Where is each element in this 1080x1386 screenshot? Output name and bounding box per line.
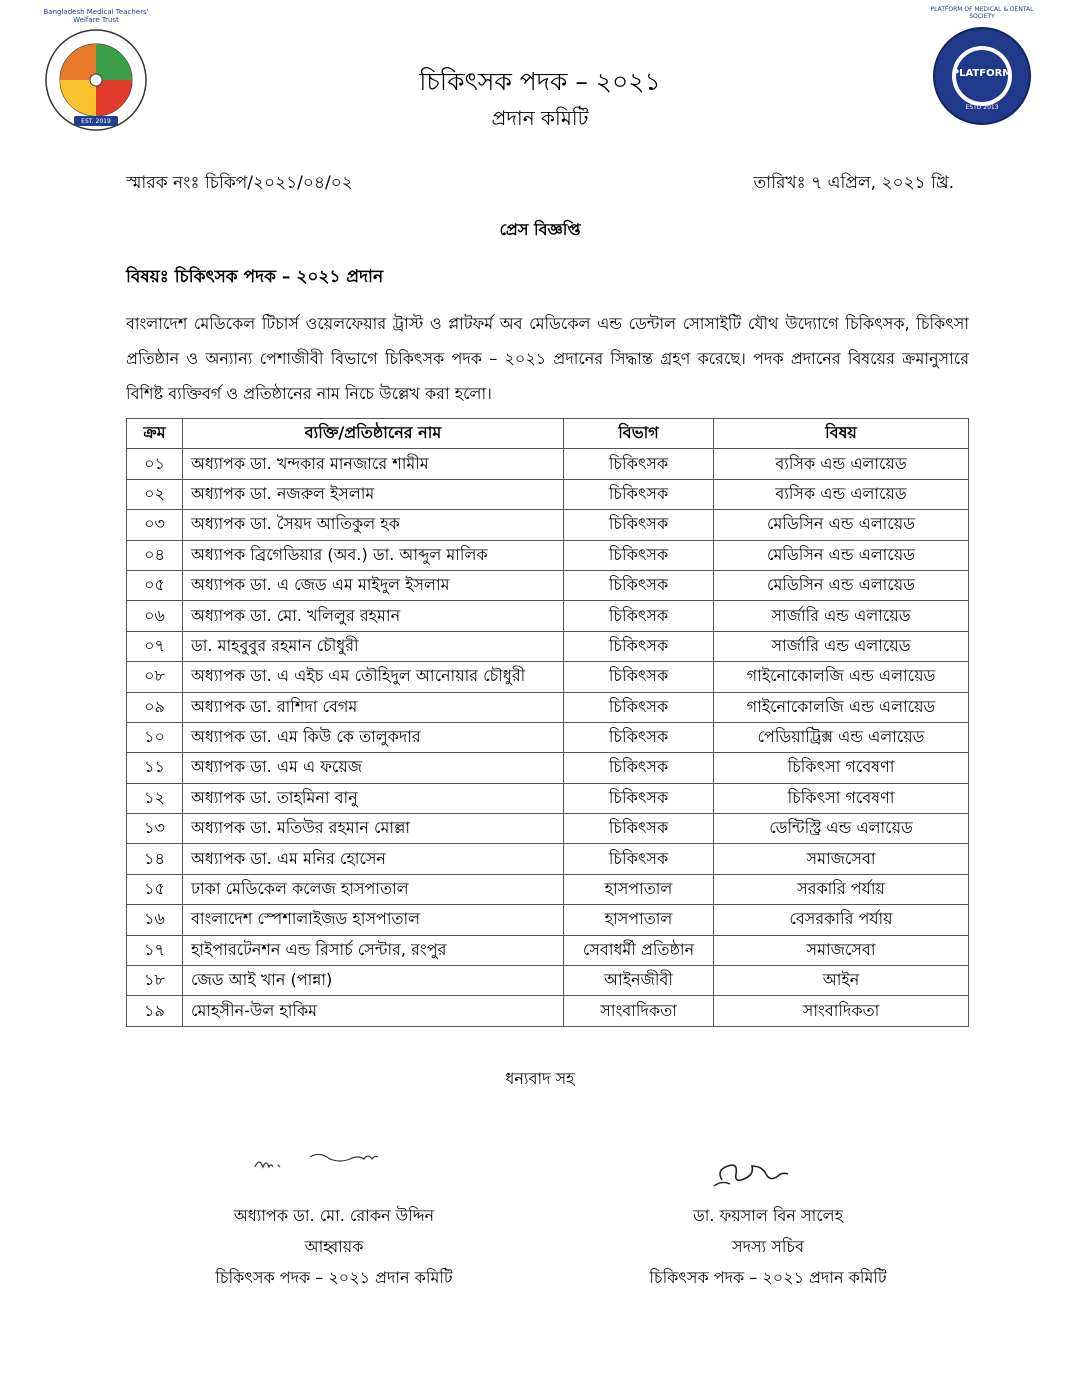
cell-subject: গাইনোকোলজি এন্ড এলায়েড (714, 692, 969, 722)
cell-serial: ১৩ (127, 814, 183, 844)
cell-subject: ব্যসিক এন্ড এলায়েড (714, 479, 969, 509)
cell-department: চিকিৎসক (564, 692, 714, 722)
memo-number: স্মারক নংঃ চিকিপ/২০২১/০৪/০২ (126, 173, 353, 193)
cell-department: চিকিৎসক (564, 570, 714, 600)
table-row (127, 662, 969, 692)
cell-department: চিকিৎসক (564, 662, 714, 692)
cell-name: জেড আই খান (পান্না) (183, 966, 564, 996)
document-date: তারিখঃ ৭ এপ্রিল, ২০২১ খ্রি. (753, 173, 954, 193)
left-signature (250, 1145, 390, 1175)
table-row (127, 722, 969, 752)
right-signatory (598, 1200, 938, 1293)
right-signatory-role: সদস্য সচিব (732, 1237, 804, 1256)
intro-paragraph: বাংলাদেশ মেডিকেল টিচার্স ওয়েলফেয়ার ট্রাস্ট ও প্লাটফর্ম অব মেডিকেল এন্ড ডেন্টাল সোসাইটি যৌথ উদ্যোগে চিকিৎসক, চিকিৎসা প্রতিষ্ঠান ও অন্যান্য পেশাজীবী বিভাগে চিকিৎসক পদক – ২০২১ প্রদানের সিদ্ধান্ত গ্রহণ করেছে। পদক প্রদানের বিষয়ের ক্রমানুসারে বিশিষ্ট ব্যক্তিবর্গ ও প্রতিষ্ঠানের নাম নিচে উল্লেখ করা হলো। (126, 314, 969, 403)
cell-serial: ০৪ (127, 540, 183, 570)
cell-name: ডা. মাহবুবুর রহমান চৌধুরী (183, 631, 564, 661)
cell-name: ঢাকা মেডিকেল কলেজ হাসপাতাল (183, 874, 564, 904)
cell-department: সেবাধর্মী প্রতিষ্ঠান (564, 935, 714, 965)
right-signature (712, 1152, 792, 1188)
platform-logo-center: PLATFORM (951, 68, 1013, 79)
cell-subject: ডেন্টিস্ট্রি এন্ড এলায়েড (714, 814, 969, 844)
cell-subject: সার্জারি এন্ড এলায়েড (714, 631, 969, 661)
cell-department: চিকিৎসক (564, 479, 714, 509)
cell-serial: ০৭ (127, 631, 183, 661)
cell-subject: সমাজসেবা (714, 844, 969, 874)
cell-subject: সরকারি পর্যায় (714, 874, 969, 904)
table-row (127, 540, 969, 570)
cell-serial: ০৯ (127, 692, 183, 722)
cell-serial: ১২ (127, 783, 183, 813)
header-name: ব্যক্তি/প্রতিষ্ঠানের নাম (183, 419, 564, 449)
right-signatory-name: ডা. ফয়সাল বিন সালেহ (692, 1206, 843, 1225)
table-row (127, 479, 969, 509)
table-row (127, 935, 969, 965)
cell-subject: বেসরকারি পর্যায় (714, 905, 969, 935)
cell-name: অধ্যাপক ডা. খন্দকার মানজারে শামীম (183, 449, 564, 479)
right-signatory-committee: চিকিৎসক পদক – ২০২১ প্রদান কমিটি (649, 1268, 887, 1287)
cell-serial: ১৬ (127, 905, 183, 935)
cell-serial: ০১ (127, 449, 183, 479)
cell-serial: ১০ (127, 722, 183, 752)
subject-line: বিষয়ঃ চিকিৎসক পদক – ২০২১ প্রদান (126, 267, 384, 287)
cell-subject: মেডিসিন এন্ড এলায়েড (714, 510, 969, 540)
table-row (127, 905, 969, 935)
cell-serial: ০৬ (127, 601, 183, 631)
press-release-heading: প্রেস বিজ্ঞপ্তি (499, 220, 581, 239)
platform-logo-ring-text: PLATFORM OF MEDICAL & DENTAL SOCIETY (930, 6, 1034, 20)
closing-thanks: ধন্যবাদ সহ (505, 1069, 575, 1088)
cell-name: অধ্যাপক ডা. নজরুল ইসলাম (183, 479, 564, 509)
cell-name: অধ্যাপক ডা. এম কিউ কে তালুকদার (183, 722, 564, 752)
cell-subject: মেডিসিন এন্ড এলায়েড (714, 540, 969, 570)
cell-serial: ১১ (127, 753, 183, 783)
table-row (127, 449, 969, 479)
cell-department: চিকিৎসক (564, 814, 714, 844)
table-row (127, 966, 969, 996)
cell-name: অধ্যাপক ব্রিগেডিয়ার (অব.) ডা. আব্দুল মালিক (183, 540, 564, 570)
cell-subject: আইন (714, 966, 969, 996)
cell-subject: সমাজসেবা (714, 935, 969, 965)
table-row (127, 631, 969, 661)
cell-department: চিকিৎসক (564, 601, 714, 631)
cell-name: অধ্যাপক ডা. এম মনির হোসেন (183, 844, 564, 874)
table-row (127, 753, 969, 783)
cell-department: চিকিৎসক (564, 540, 714, 570)
cell-serial: ১৭ (127, 935, 183, 965)
cell-subject: মেডিসিন এন্ড এলায়েড (714, 570, 969, 600)
cell-department: চিকিৎসক (564, 783, 714, 813)
cell-serial: ১৮ (127, 966, 183, 996)
cell-department: চিকিৎসক (564, 722, 714, 752)
cell-name: অধ্যাপক ডা. মো. খলিলুর রহমান (183, 601, 564, 631)
cell-department: চিকিৎসক (564, 449, 714, 479)
left-signatory-role: আহ্বায়ক (304, 1237, 364, 1256)
cell-serial: ০৩ (127, 510, 183, 540)
page-title: চিকিৎসক পদক – ২০২১ (419, 67, 661, 96)
left-signatory-name: অধ্যাপক ডা. মো. রোকন উদ্দিন (233, 1206, 435, 1225)
table-row (127, 601, 969, 631)
cell-serial: ১৯ (127, 996, 183, 1026)
welfare-trust-ring-text: Bangladesh Medical Teachers' Welfare Trust (43, 8, 149, 24)
header-subject: বিষয় (714, 419, 969, 449)
cell-subject: চিকিৎসা গবেষণা (714, 753, 969, 783)
cell-serial: ০২ (127, 479, 183, 509)
cell-subject: সাংবাদিকতা (714, 996, 969, 1026)
cell-name: হাইপারটেনশন এন্ড রিসার্চ সেন্টার, রংপুর (183, 935, 564, 965)
cell-serial: ০৮ (127, 662, 183, 692)
cell-name: অধ্যাপক ডা. তাহমিনা বানু (183, 783, 564, 813)
cell-department: চিকিৎসক (564, 844, 714, 874)
cell-department: হাসপাতাল (564, 905, 714, 935)
cell-name: অধ্যাপক ডা. সৈয়দ আতিকুল হক (183, 510, 564, 540)
table-row (127, 570, 969, 600)
cell-subject: পেডিয়াট্রিক্স এন্ড এলায়েড (714, 722, 969, 752)
cell-department: চিকিৎসক (564, 631, 714, 661)
cell-department: চিকিৎসক (564, 510, 714, 540)
table-row (127, 844, 969, 874)
cell-name: মোহসীন-উল হাকিম (183, 996, 564, 1026)
cell-name: অধ্যাপক ডা. রাশিদা বেগম (183, 692, 564, 722)
table-row (127, 814, 969, 844)
table-row (127, 783, 969, 813)
cell-subject: গাইনোকোলজি এন্ড এলায়েড (714, 662, 969, 692)
cell-serial: ১৫ (127, 874, 183, 904)
cell-subject: চিকিৎসা গবেষণা (714, 783, 969, 813)
welfare-trust-logo (44, 28, 148, 132)
awards-table (126, 418, 969, 1027)
table-row (127, 996, 969, 1026)
left-signatory (164, 1200, 504, 1293)
cell-serial: ০৫ (127, 570, 183, 600)
cell-subject: সার্জারি এন্ড এলায়েড (714, 601, 969, 631)
header-department: বিভাগ (564, 419, 714, 449)
cell-department: আইনজীবী (564, 966, 714, 996)
cell-name: অধ্যাপক ডা. মতিউর রহমান মোল্লা (183, 814, 564, 844)
cell-name: বাংলাদেশ স্পেশালাইজড হাসপাতাল (183, 905, 564, 935)
table-row (127, 510, 969, 540)
cell-name: অধ্যাপক ডা. এ জেড এম মাইদুল ইসলাম (183, 570, 564, 600)
cell-department: হাসপাতাল (564, 874, 714, 904)
table-row (127, 692, 969, 722)
cell-department: চিকিৎসক (564, 753, 714, 783)
cell-serial: ১৪ (127, 844, 183, 874)
table-row (127, 874, 969, 904)
welfare-trust-est: EST. 2019 (81, 118, 111, 125)
cell-name: অধ্যাপক ডা. এ এইচ এম তৌহিদুল আনোয়ার চৌধুরী (183, 662, 564, 692)
table-header-row (127, 419, 969, 449)
page-subtitle: প্রদান কমিটি (491, 106, 589, 130)
cell-subject: ব্যসিক এন্ড এলায়েড (714, 449, 969, 479)
cell-name: অধ্যাপক ডা. এম এ ফয়েজ (183, 753, 564, 783)
header-serial: ক্রম (127, 419, 183, 449)
platform-logo-est: ESTD 2013 (965, 104, 999, 111)
cell-department: সাংবাদিকতা (564, 996, 714, 1026)
left-signatory-committee: চিকিৎসক পদক – ২০২১ প্রদান কমিটি (215, 1268, 453, 1287)
